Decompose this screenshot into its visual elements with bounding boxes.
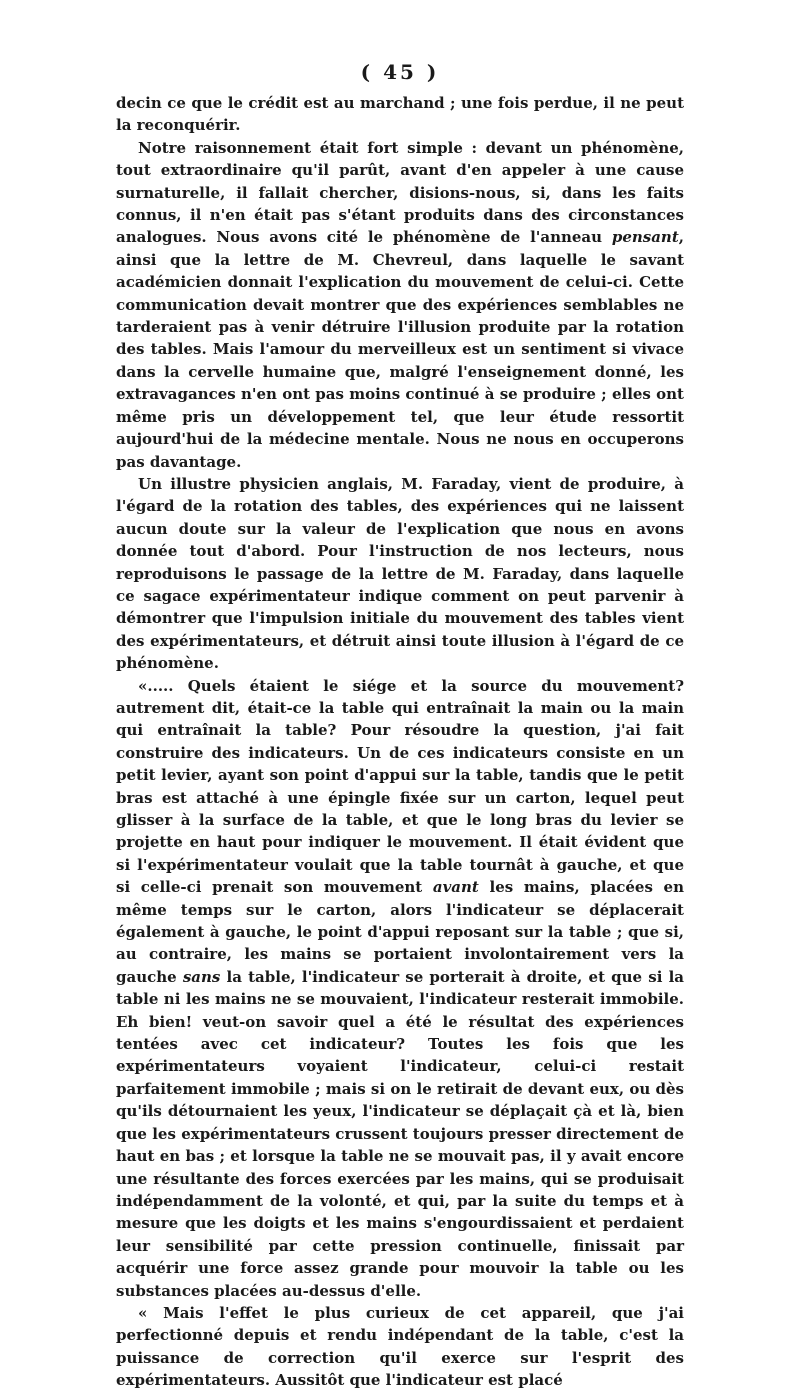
quoted-paragraph — [116, 675, 684, 1302]
page-number: ( 45 ) — [360, 60, 440, 84]
paragraph: decin ce que le crédit est au marchand ; une fois perdue, il ne peut la reconquérir. — [116, 94, 684, 135]
text-run: les mains, placées en même temps sur le carton, alors l'indicateur se déplacerait également à gauche, le point d'appui reposant sur la table ; que si, au contraire, les mains se portaient involontairement vers la gauche — [116, 878, 684, 986]
italic-text: sans — [182, 967, 221, 986]
paragraph — [116, 137, 684, 473]
text-run: , ainsi que la lettre de M. Chevreul, dans laquelle le savant académicien donnait l'explication du mouvement de celui-ci. Cette communication devait montrer que des expériences semblables ne tarderaient pas à venir détruire l'illusion produite par la rotation des tables. Mais l'amour du merveilleux est un sentiment si vivace dans la cervelle humaine que, malgré l'enseignement donné, les extravagances n'en ont pas moins continué à se produire ; elles ont même pris un développement tel, que leur étude ressortit aujourd'hui de la médecine mentale. Nous ne nous en occuperons pas davantage. — [116, 228, 684, 471]
italic-text: avant — [432, 878, 479, 897]
quoted-paragraph: « Mais l'effet le plus curieux de cet appareil, que j'ai perfectionné depuis et rendu indépendant de la table, c'est la puissance de correction qu'il exerce sur l'esprit des expérimentateurs. Aussitôt que l'indicateur est placé — [116, 1303, 684, 1390]
paragraph: Un illustre physicien anglais, M. Faraday, vient de produire, à l'égard de la rotation des tables, des expériences qui ne laissent aucun doute sur la valeur de l'explication que nous en avons donnée tout d'abord. Pour l'instruction de nos lecteurs, nous reproduisons le passage de la lettre de M. Faraday, dans laquelle ce sagace expérimentateur indique comment on peut parvenir à démontrer que l'impulsion initiale du mouvement des tables vient des expérimentateurs, et détruit ainsi toute illusion à l'égard de ce phénomène. — [116, 474, 684, 673]
italic-text: pensant — [611, 228, 679, 247]
text-run: «..... Quels étaient le siége et la source du mouvement? autrement dit, était-ce la table qui entraînait la main ou la main qui entraînait la table? Pour résoudre la question, j'ai fait construire des indicateurs. Un de ces indicateurs consiste en un petit levier, ayant son point d'appui sur la table, tandis que le petit bras est attaché à une épingle fixée sur un carton, lequel peut glisser à la surface de la table, et que le long bras du levier se projette en haut pour indiquer le mouvement. Il était évident que si l'expérimentateur voulait que la table tournât à gauche, et que si celle-ci prenait son mouvement — [116, 676, 684, 897]
body-text — [116, 92, 684, 1392]
text-run: la table, l'indicateur se porterait à droite, et que si la table ni les mains ne se mouvaient, l'indicateur resterait immobile. Eh bien! veut-on savoir quel a été le résultat des expériences tentées avec cet indicateur? Toutes les fois que les expérimentateurs voyaient l'indicateur, celui-ci restait parfaitement immobile ; mais si on le retirait de devant eux, ou dès qu'ils détournaient les yeux, l'indicateur se déplaçait çà et là, bien que les expérimentateurs crussent toujours presser directement de haut en bas ; et lorsque la table ne se mouvait pas, il y avait encore une résultante des forces exercées par les mains, qui se produisait indépendamment de la volonté, et qui, par la suite du temps et à mesure que les doigts et les mains s'engourdissaient et perdaient leur sensibilité par cette pression continuelle, finissait par acquérir une force assez grande pour mouvoir la table ou les substances placées au-dessus d'elle. — [116, 967, 684, 1300]
text-run: Notre raisonnement était fort simple : devant un phénomène, tout extraordinaire qu'il parût, avant d'en appeler à une cause surnaturelle, il fallait chercher, disions-nous, si, dans les faits connus, il n'en était pas s'étant produits dans des circonstances analogues. Nous avons cité le phénomène de l'anneau — [116, 138, 684, 247]
